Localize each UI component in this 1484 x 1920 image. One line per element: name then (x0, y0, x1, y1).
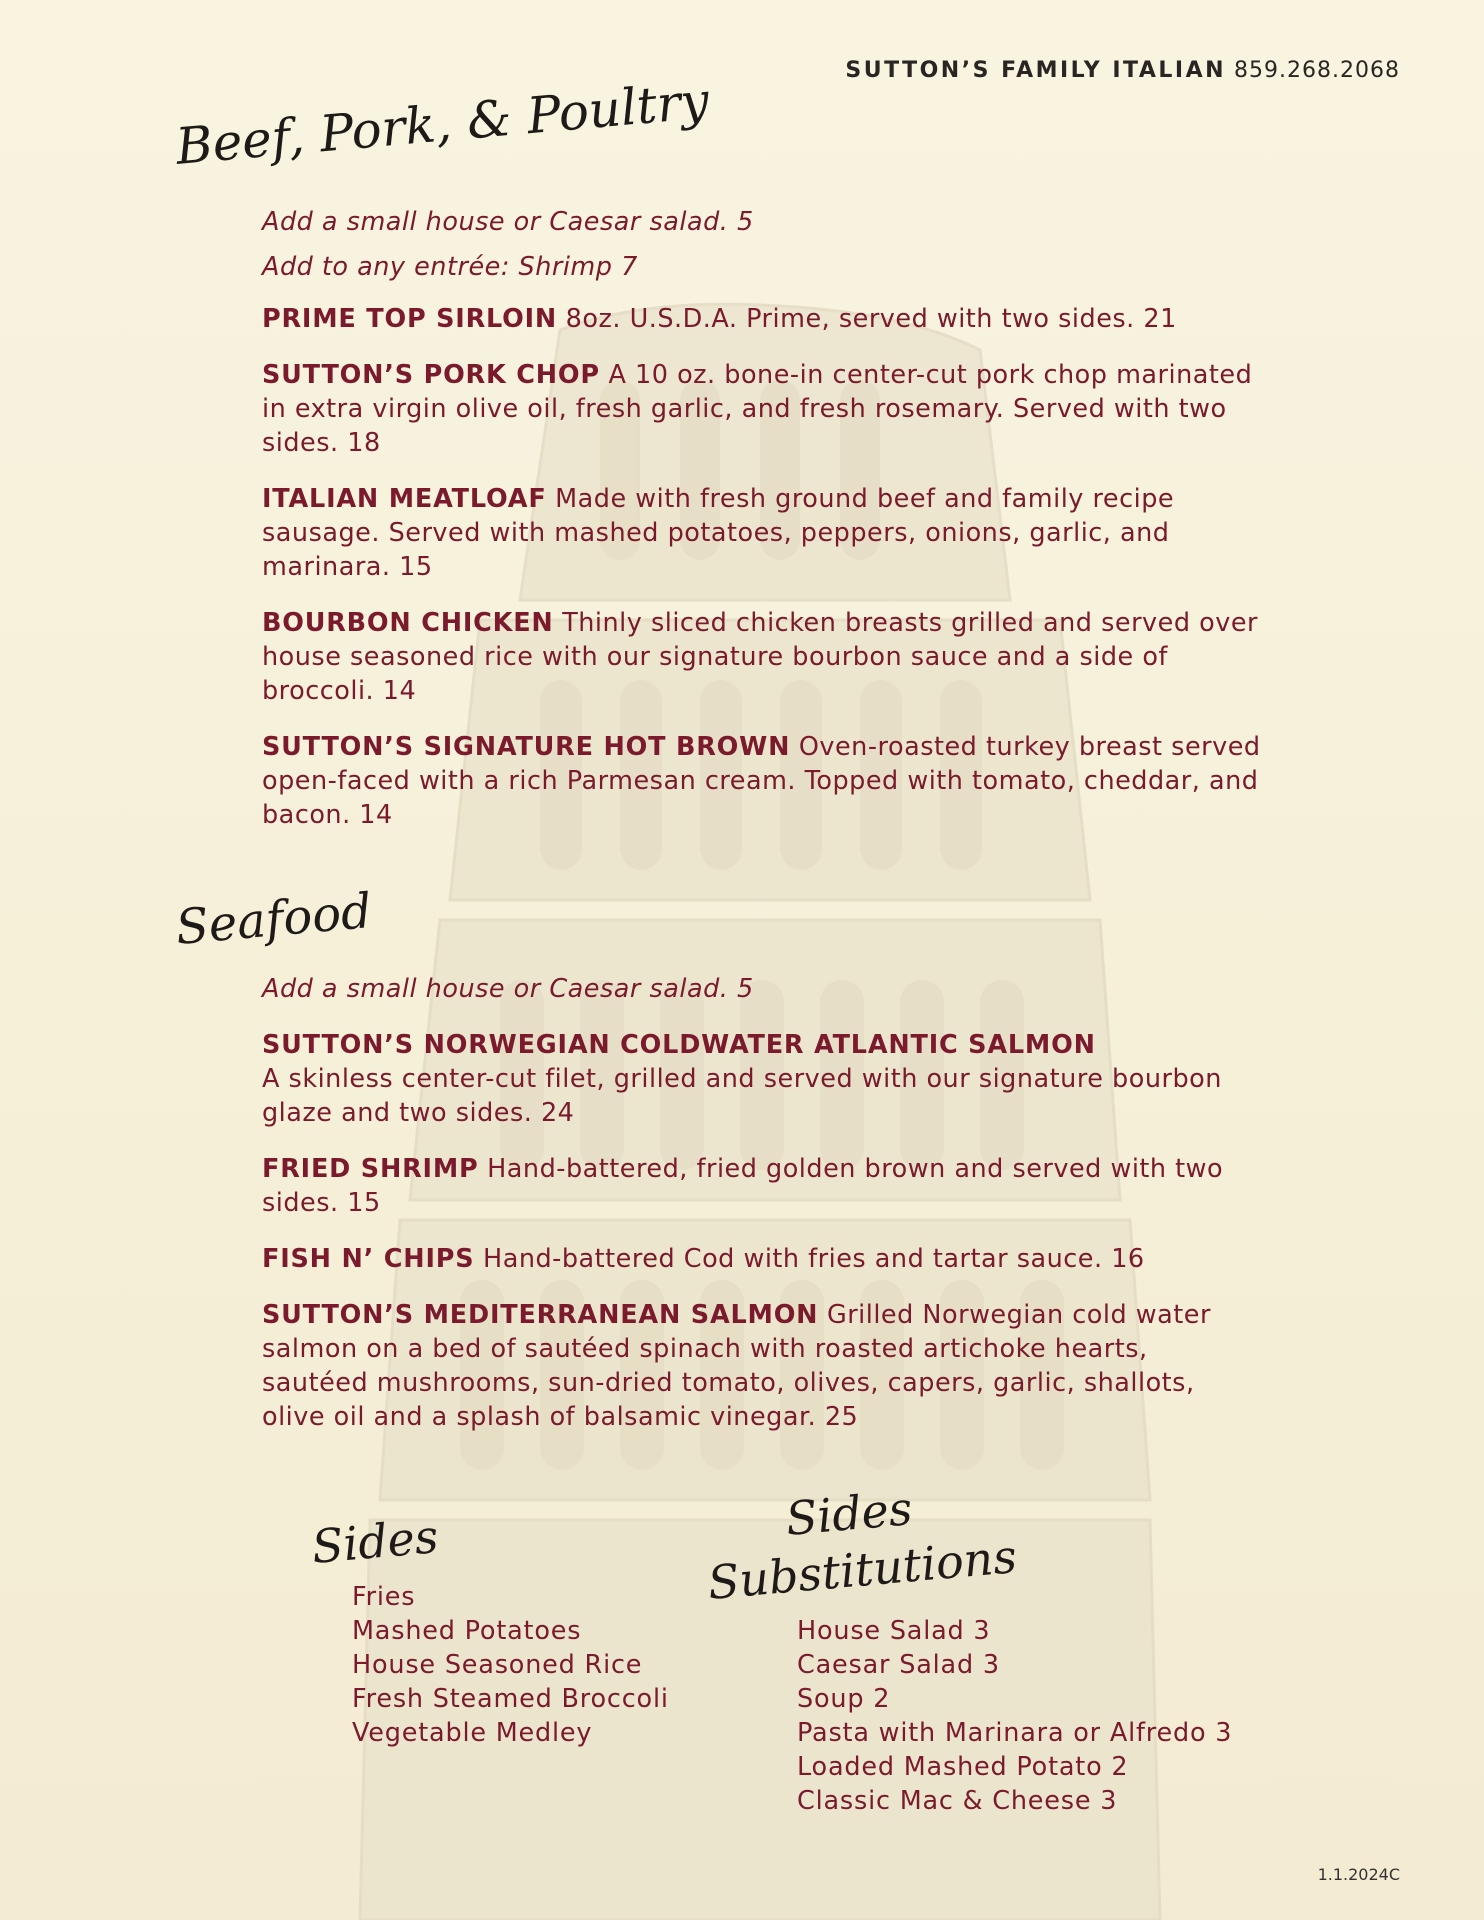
menu-item (262, 730, 1262, 832)
list-item: Fries (352, 1582, 416, 1612)
version-code: 1.1.2024C (1317, 1865, 1400, 1884)
menu-item-name: FRIED SHRIMP (262, 1154, 479, 1184)
list-item: Caesar Salad 3 (797, 1650, 1000, 1680)
section-title-substitutions-line1: Sides (783, 1481, 915, 1546)
menu-item (262, 1242, 1262, 1276)
section-title-seafood: Seafood (173, 883, 374, 956)
menu-item-description: 8oz. U.S.D.A. Prime, served with two sides. 21 (565, 304, 1177, 334)
menu-note: Add a small house or Caesar salad. 5 (262, 207, 754, 237)
menu-item-description: Grilled Norwegian cold water salmon on a bed of sautéed spinach with roasted artichoke hearts, sautéed mushrooms, sun-dried tomato, olives, capers, garlic, shallots, olive oil and a splash of balsamic vinegar. 25 (262, 1300, 1211, 1432)
menu-note: Add to any entrée: Shrimp 7 (262, 252, 638, 282)
substitutions-list (797, 1614, 1232, 1818)
list-item: Loaded Mashed Potato 2 (797, 1752, 1129, 1782)
menu-item-name: SUTTON’S NORWEGIAN COLDWATER ATLANTIC SALMON (262, 1030, 1096, 1060)
list-item: Soup 2 (797, 1684, 891, 1714)
menu-item-name: SUTTON’S SIGNATURE HOT BROWN (262, 732, 791, 762)
menu-item (262, 1298, 1262, 1434)
menu-item-name: SUTTON’S MEDITERRANEAN SALMON (262, 1300, 819, 1330)
restaurant-phone: 859.268.2068 (1234, 58, 1400, 83)
menu-item-description: Hand-battered, fried golden brown and served with two sides. 15 (262, 1154, 1224, 1218)
menu-item-description: A 10 oz. bone-in center-cut pork chop marinated in extra virgin olive oil, fresh garlic, and fresh rosemary. Served with two sides. 18 (262, 360, 1253, 458)
menu-item-name: ITALIAN MEATLOAF (262, 484, 547, 514)
menu-item (262, 1152, 1262, 1220)
section-title-sides: Sides (309, 1509, 441, 1574)
seafood-section (262, 972, 1262, 1456)
section-title-substitutions-line2: Substitutions (705, 1529, 1019, 1610)
beef-pork-poultry-section (262, 205, 1262, 854)
menu-item-name: BOURBON CHICKEN (262, 608, 554, 638)
menu-item-description: Thinly sliced chicken breasts grilled and served over house seasoned rice with our signature bourbon sauce and a side of broccoli. 14 (262, 608, 1258, 706)
menu-item (262, 358, 1262, 460)
list-item: Mashed Potatoes (352, 1616, 582, 1646)
menu-item-description: Made with fresh ground beef and family recipe sausage. Served with mashed potatoes, peppers, onions, garlic, and marinara. 15 (262, 484, 1175, 582)
list-item: Vegetable Medley (352, 1718, 593, 1748)
list-item: Pasta with Marinara or Alfredo 3 (797, 1718, 1233, 1748)
list-item: Fresh Steamed Broccoli (352, 1684, 669, 1714)
restaurant-name: SUTTON’S FAMILY ITALIAN (845, 58, 1227, 83)
menu-item-name: FISH N’ CHIPS (262, 1244, 475, 1274)
menu-item-description: A skinless center-cut filet, grilled and served with our signature bourbon glaze and two sides. 24 (262, 1064, 1222, 1128)
menu-item (262, 302, 1262, 336)
list-item: Classic Mac & Cheese 3 (797, 1786, 1118, 1816)
sides-list (352, 1580, 669, 1750)
list-item: House Salad 3 (797, 1616, 991, 1646)
restaurant-header (845, 58, 1400, 83)
menu-note: Add a small house or Caesar salad. 5 (262, 974, 754, 1004)
menu-item-name: PRIME TOP SIRLOIN (262, 304, 558, 334)
menu-item (262, 482, 1262, 584)
menu-item-name: SUTTON’S PORK CHOP (262, 360, 600, 390)
list-item: House Seasoned Rice (352, 1650, 643, 1680)
menu-item-description: Hand-battered Cod with fries and tartar sauce. 16 (483, 1244, 1145, 1274)
menu-item (262, 606, 1262, 708)
section-title-beef-pork-poultry: Beef, Pork, & Poultry (173, 71, 712, 176)
menu-item (262, 1028, 1262, 1130)
menu-item-description: Oven-roasted turkey breast served open-faced with a rich Parmesan cream. Topped with tomato, cheddar, and bacon. 14 (262, 732, 1261, 830)
